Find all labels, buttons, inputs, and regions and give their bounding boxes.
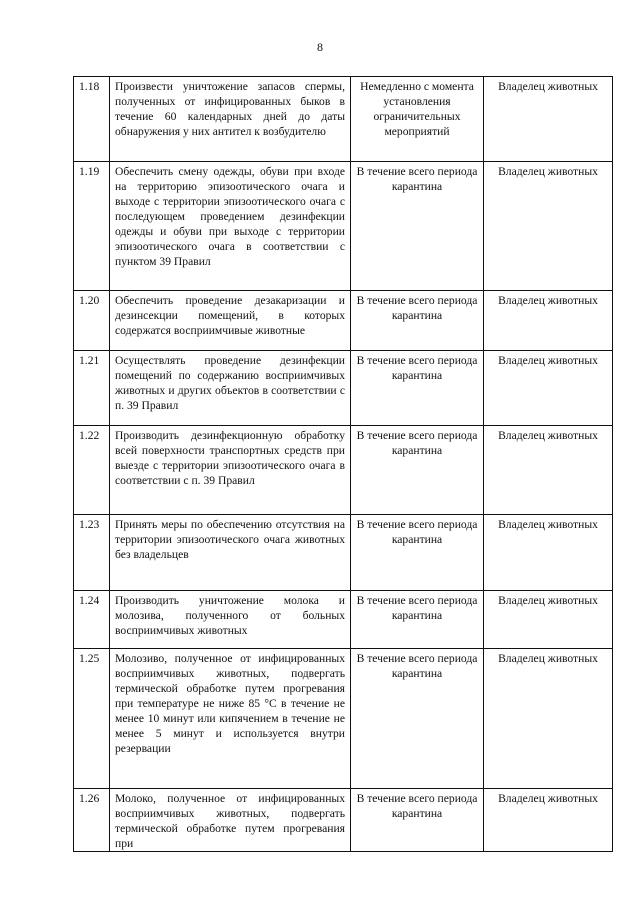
measures-table [73, 76, 613, 852]
measure-text: Произвести уничтожение запасов спермы, полученных от инфицированных быков в течение 60 календарных дней до даты обнаружения у них антител к возбудителю [110, 77, 351, 162]
row-number: 1.21 [74, 351, 110, 426]
table-row [74, 77, 613, 162]
table-row [74, 591, 613, 649]
responsible-text: Владелец животных [484, 351, 613, 426]
measure-text: Производить дезинфекционную обработку всей поверхности транспортных средств при выезде с территории эпизоотического очага в соответствии с п. 39 Правил [110, 426, 351, 515]
table-row [74, 426, 613, 515]
responsible-text: Владелец животных [484, 77, 613, 162]
responsible-text: Владелец животных [484, 591, 613, 649]
measure-text: Обеспечить смену одежды, обуви при входе на территорию эпизоотического очага и выходе с территории эпизоотического очага с последующем проведением дезинфекции одежды и обуви при выходе с территории эпизоотического очага в соответствии с пунктом 39 Правил [110, 162, 351, 291]
row-number: 1.25 [74, 649, 110, 789]
row-number: 1.20 [74, 291, 110, 351]
deadline-text: В течение всего периода карантина [351, 291, 484, 351]
deadline-text: В течение всего периода карантина [351, 426, 484, 515]
row-number: 1.22 [74, 426, 110, 515]
table-row [74, 515, 613, 591]
responsible-text: Владелец животных [484, 515, 613, 591]
row-number: 1.26 [74, 789, 110, 852]
responsible-text: Владелец животных [484, 291, 613, 351]
deadline-text: В течение всего периода карантина [351, 789, 484, 852]
table-row [74, 351, 613, 426]
measure-text: Обеспечить проведение дезакаризации и дезинсекции помещений, в которых содержатся восприимчивые животные [110, 291, 351, 351]
deadline-text: В течение всего периода карантина [351, 162, 484, 291]
row-number: 1.23 [74, 515, 110, 591]
table-row [74, 649, 613, 789]
row-number: 1.19 [74, 162, 110, 291]
measure-text: Осуществлять проведение дезинфекции помещений по содержанию восприимчивых животных и других объектов в соответствии с п. 39 Правил [110, 351, 351, 426]
measure-text: Молозиво, полученное от инфицированных восприимчивых животных, подвергать термической обработке путем прогревания при температуре не ниже 85 °С в течение не менее 10 минут или кипячением в течение не менее 5 минут и используется внутри резервации [110, 649, 351, 789]
table-row [74, 162, 613, 291]
measure-text: Принять меры по обеспечению отсутствия на территории эпизоотического очага животных без владельцев [110, 515, 351, 591]
responsible-text: Владелец животных [484, 649, 613, 789]
deadline-text: В течение всего периода карантина [351, 591, 484, 649]
deadline-text: В течение всего периода карантина [351, 351, 484, 426]
deadline-text: В течение всего периода карантина [351, 649, 484, 789]
row-number: 1.24 [74, 591, 110, 649]
row-number: 1.18 [74, 77, 110, 162]
responsible-text: Владелец животных [484, 426, 613, 515]
deadline-text: В течение всего периода карантина [351, 515, 484, 591]
measure-text: Молоко, полученное от инфицированных восприимчивых животных, подвергать термической обработке путем прогревания при [110, 789, 351, 852]
responsible-text: Владелец животных [484, 162, 613, 291]
table-row [74, 789, 613, 852]
page-number: 8 [317, 40, 323, 54]
deadline-text: Немедленно с момента установления ограничительных мероприятий [351, 77, 484, 162]
table-row [74, 291, 613, 351]
measure-text: Производить уничтожение молока и молозива, полученного от больных восприимчивых животных [110, 591, 351, 649]
responsible-text: Владелец животных [484, 789, 613, 852]
